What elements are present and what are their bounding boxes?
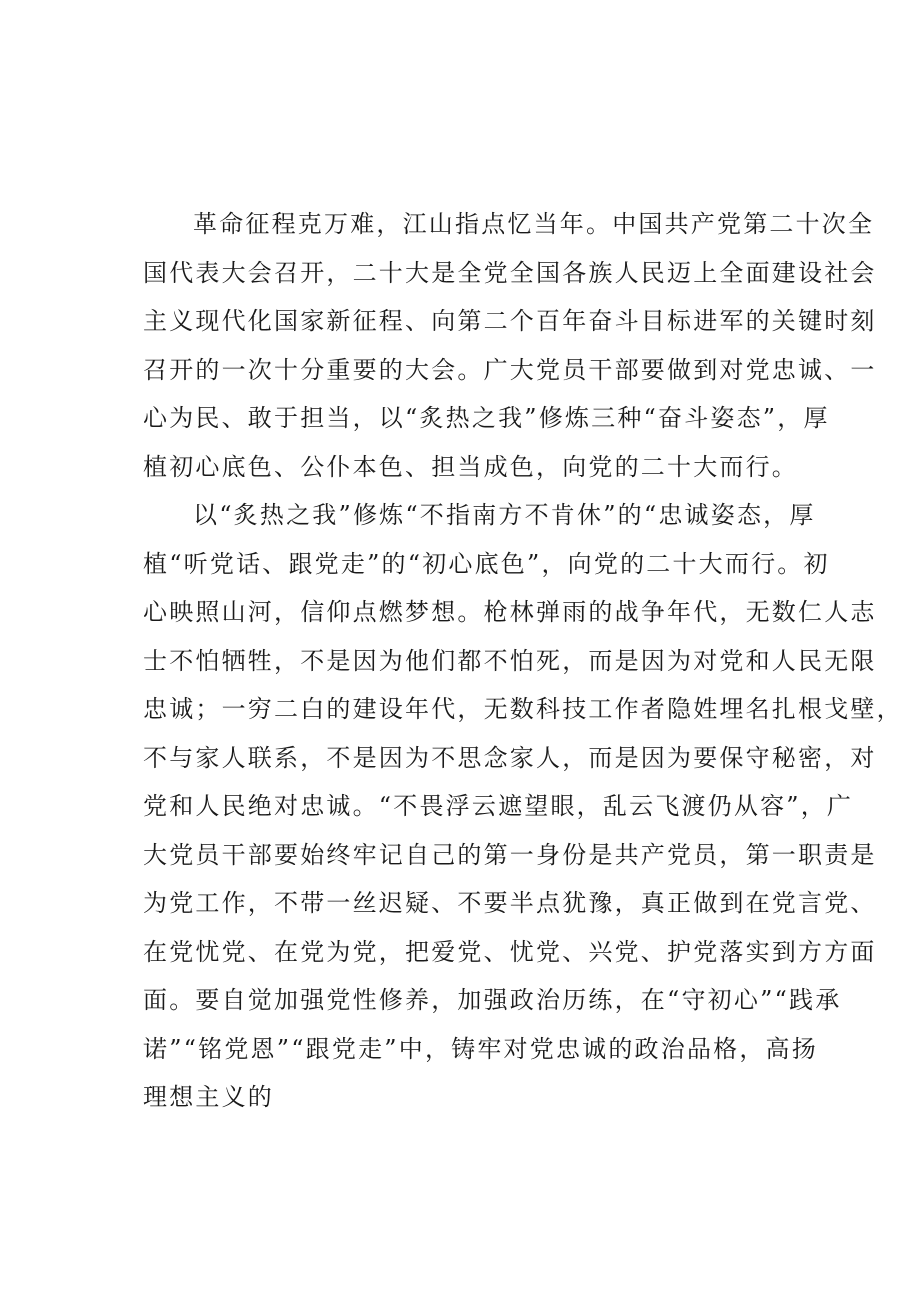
paragraph-line: 召开的一次十分重要的大会。广大党员干部要做到对党忠诚、一 [143, 355, 877, 384]
document-body [143, 200, 903, 1122]
paragraph-line: 心映照山河，信仰点燃梦想。枪林弹雨的战争年代，无数仁人志 [143, 598, 877, 626]
paragraph-line: 诺”“铭党恩”“跟党走”中，铸牢对党忠诚的政治品格，高扬 [143, 1034, 818, 1063]
paragraph-line: 理想主义的 [143, 1083, 274, 1111]
paragraph-line: 革命征程克万难，江山指点忆当年。中国共产党第二十次全 [193, 210, 875, 238]
paragraph-line: 面。要自觉加强党性修养，加强政治历练，在“守初心”“践承 [143, 986, 842, 1014]
paragraph-line: 士不怕牺牲，不是因为他们都不怕死，而是因为对党和人民无限 [143, 646, 877, 675]
paragraph-line: 植“听党话、跟党走”的“初心底色”，向党的二十大而行。初 [143, 549, 830, 578]
paragraph-line: 植初心底色、公仆本色、担当成色，向党的二十大而行。 [143, 452, 798, 481]
paragraph-1 [143, 200, 877, 491]
paragraph-line: 在党忧党、在党为党，把爱党、忧党、兴党、护党落实到方方面 [143, 937, 877, 966]
paragraph-line: 为党工作，不带一丝迟疑、不要半点犹豫，真正做到在党言党、 [143, 889, 877, 917]
paragraph-line: 大党员干部要始终牢记自己的第一身份是共产党员，第一职责是 [143, 840, 877, 869]
paragraph-line: 心为民、敢于担当，以“炙热之我”修炼三种“奋斗姿态”，厚 [143, 404, 830, 432]
paragraph-2 [143, 491, 903, 1122]
paragraph-line: 以“炙热之我”修炼“不指南方不肯休”的“忠诚姿态，厚 [193, 501, 816, 529]
paragraph-line: 主义现代化国家新征程、向第二个百年奋斗目标进军的关键时刻 [143, 307, 877, 335]
paragraph-line: 忠诚；一穷二白的建设年代，无数科技工作者隐姓埋名扎根戈壁， [143, 695, 903, 723]
paragraph-line: 不与家人联系，不是因为不思念家人，而是因为要保守秘密，对 [143, 743, 877, 772]
paragraph-line: 党和人民绝对忠诚。“不畏浮云遮望眼，乱云飞渡仍从容”，广 [143, 792, 854, 820]
paragraph-line: 国代表大会召开，二十大是全党全国各族人民迈上全面建设社会 [143, 258, 877, 287]
